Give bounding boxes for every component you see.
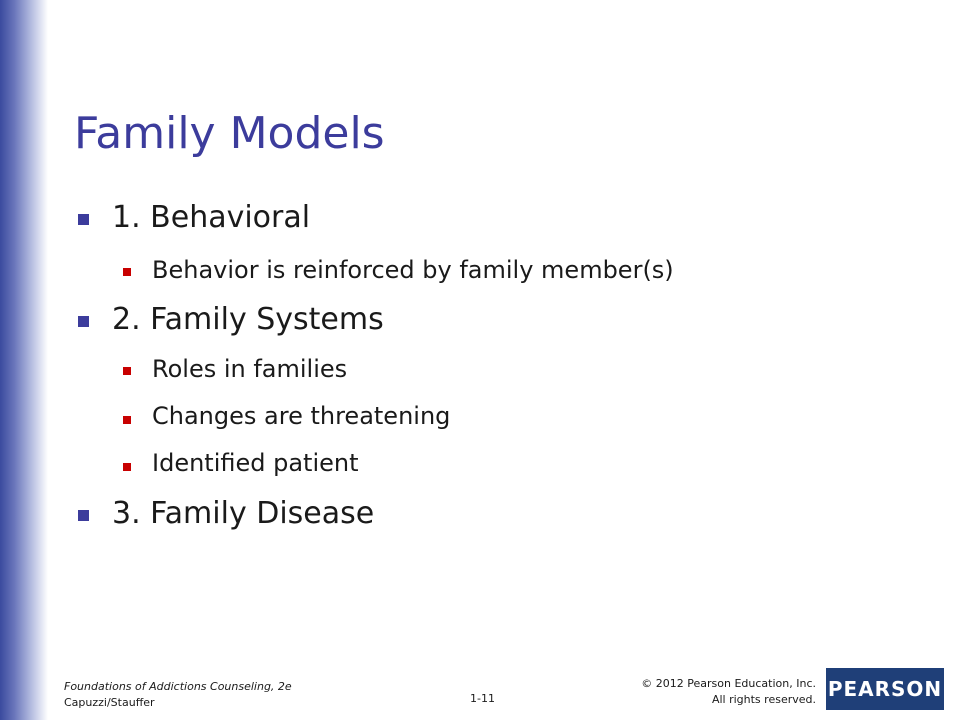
list-item-family-systems: 2. Family Systems bbox=[112, 302, 384, 337]
footer-page-number: 1-11 bbox=[470, 692, 495, 705]
slide-title: Family Models bbox=[74, 108, 385, 159]
footer-book-title: Foundations of Addictions Counseling, 2e bbox=[64, 680, 292, 693]
footer-authors: Capuzzi/Stauffer bbox=[64, 696, 155, 709]
sub-item-changes: Changes are threatening bbox=[152, 402, 451, 430]
sub-item-roles: Roles in families bbox=[152, 355, 348, 383]
footer-copyright bbox=[641, 676, 816, 708]
footer-rights-line: All rights reserved. bbox=[711, 693, 816, 706]
bullet-square-icon bbox=[78, 316, 89, 327]
footer-copyright-line: © 2012 Pearson Education, Inc. bbox=[641, 677, 816, 690]
sub-bullet-square-icon bbox=[123, 268, 131, 276]
bullet-square-icon bbox=[78, 510, 89, 521]
pearson-logo-text: PEARSON bbox=[827, 677, 943, 701]
sub-bullet-square-icon bbox=[123, 416, 131, 424]
list-item-behavioral: 1. Behavioral bbox=[112, 200, 311, 235]
left-gradient-band bbox=[0, 0, 48, 720]
sub-item-reinforced: Behavior is reinforced by family member(s) bbox=[152, 256, 674, 284]
list-item-family-disease: 3. Family Disease bbox=[112, 496, 375, 531]
pearson-logo bbox=[826, 668, 944, 710]
bullet-square-icon bbox=[78, 214, 89, 225]
footer-book-info bbox=[64, 679, 292, 711]
sub-item-identified-patient: Identified patient bbox=[152, 449, 359, 477]
sub-bullet-square-icon bbox=[123, 367, 131, 375]
sub-bullet-square-icon bbox=[123, 463, 131, 471]
